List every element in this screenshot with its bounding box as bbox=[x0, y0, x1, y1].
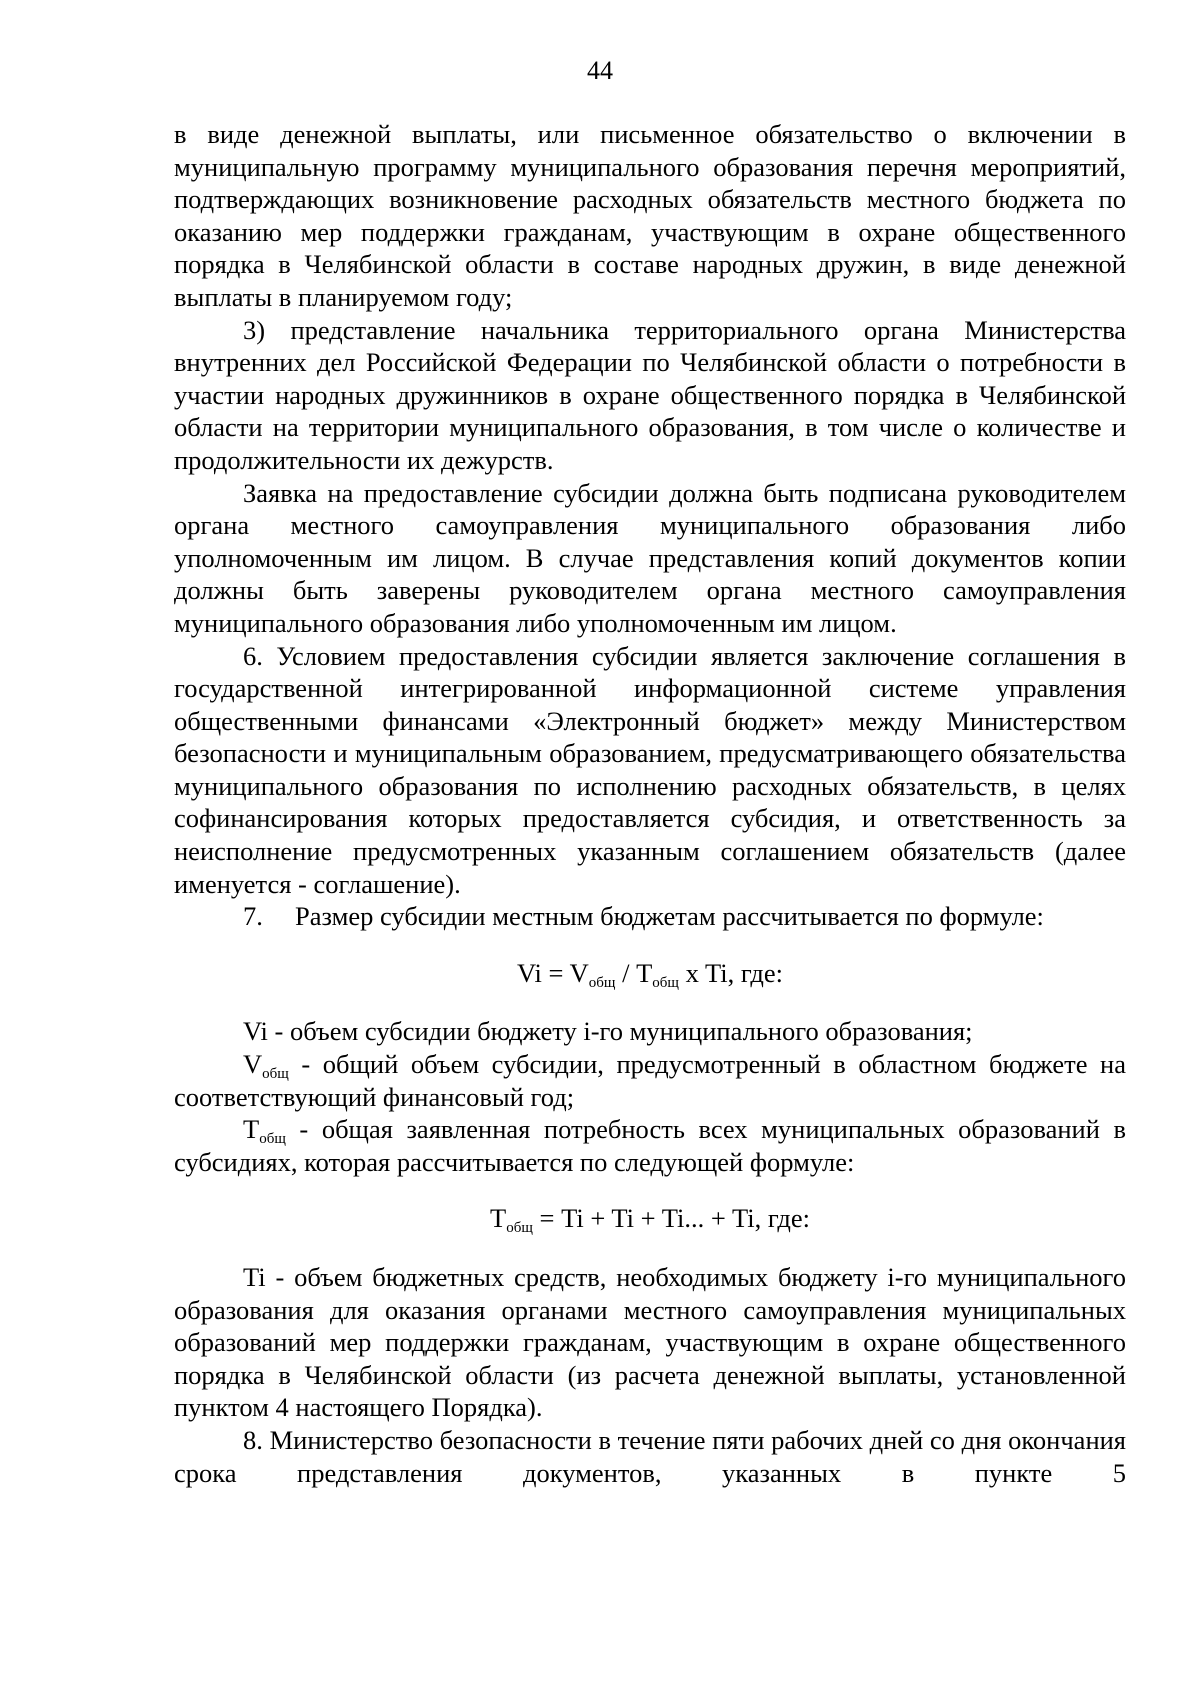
paragraph-item-7 bbox=[174, 900, 1126, 933]
item-7-text: Размер субсидии местным бюджетам рассчитывается по формуле: bbox=[295, 901, 1044, 932]
paragraph-continuation: в виде денежной выплаты, или письменное обязательство о включении в муниципальную программу муниципального образования перечня мероприятий, подтверждающих возникновение расходных обязательств местного бюджета по оказанию мер поддержки гражданам, участвующим в охране общественного порядка в Челябинской области в составе народных дружин, в виде денежной выплаты в планируемом году; bbox=[174, 119, 1126, 312]
definition-v-total: $V_{общ}$ - общий объем субсидии, предусмотренный в областном бюджете на соответствующий финансовый год; bbox=[174, 1049, 1126, 1112]
item-7-number: 7. bbox=[243, 901, 263, 932]
formula-subsidy: $Vi = V_{общ} / T_{общ}$ x Ti, где: bbox=[517, 957, 783, 991]
formula-total-need: $T_{общ} = Ti + Ti + Ti$... + Ti, где: bbox=[490, 1203, 810, 1237]
page-number: 44 bbox=[587, 56, 613, 85]
document-body bbox=[174, 118, 1126, 1489]
paragraph-application-signature: Заявка на предоставление субсидии должна быть подписана руководителем органа местного самоуправления муниципального образования либо уполномоченным им лицом. В случае представления копий документов копии должны быть заверены руководителем органа местного самоуправления муниципального образования либо уполномоченным им лицом. bbox=[174, 477, 1126, 638]
definition-vi: Vi - объем субсидии бюджету i-го муниципального образования; bbox=[243, 1016, 973, 1047]
paragraph-item-8: 8. Министерство безопасности в течение пяти рабочих дней со дня окончания срока представления документов, указанных в пункте 5 bbox=[174, 1424, 1126, 1488]
definition-ti: Ti - объем бюджетных средств, необходимых бюджету i-го муниципального образования для оказания органами местного самоуправления муниципальных образований мер поддержки гражданам, участвующим в охране общественного порядка в Челябинской области (из расчета денежной выплаты, установленной пунктом 4 настоящего Порядка). bbox=[174, 1262, 1126, 1423]
definition-t-total: $T_{общ}$ - общая заявленная потребность всех муниципальных образований в субсидиях, которая рассчитывается по следующей формуле: bbox=[174, 1114, 1126, 1177]
paragraph-item-6: 6. Условием предоставления субсидии является заключение соглашения в государственной интегрированной информационной системе управления общественными финансами «Электронный бюджет» между Министерством безопасности и муниципальным образованием, предусматривающего обязательства муниципального образования по исполнению расходных обязательств, в целях софинансирования которых предоставляется субсидия, и ответственность за неисполнение предусмотренных указанным соглашением обязательств (далее именуется - соглашение). bbox=[174, 640, 1126, 899]
paragraph-item-3: 3) представление начальника территориального органа Министерства внутренних дел Российской Федерации по Челябинской области о потребности в участии народных дружинников в охране общественного порядка в Челябинской области на территории муниципального образования, в том числе о количестве и продолжительности их дежурств. bbox=[174, 314, 1126, 475]
